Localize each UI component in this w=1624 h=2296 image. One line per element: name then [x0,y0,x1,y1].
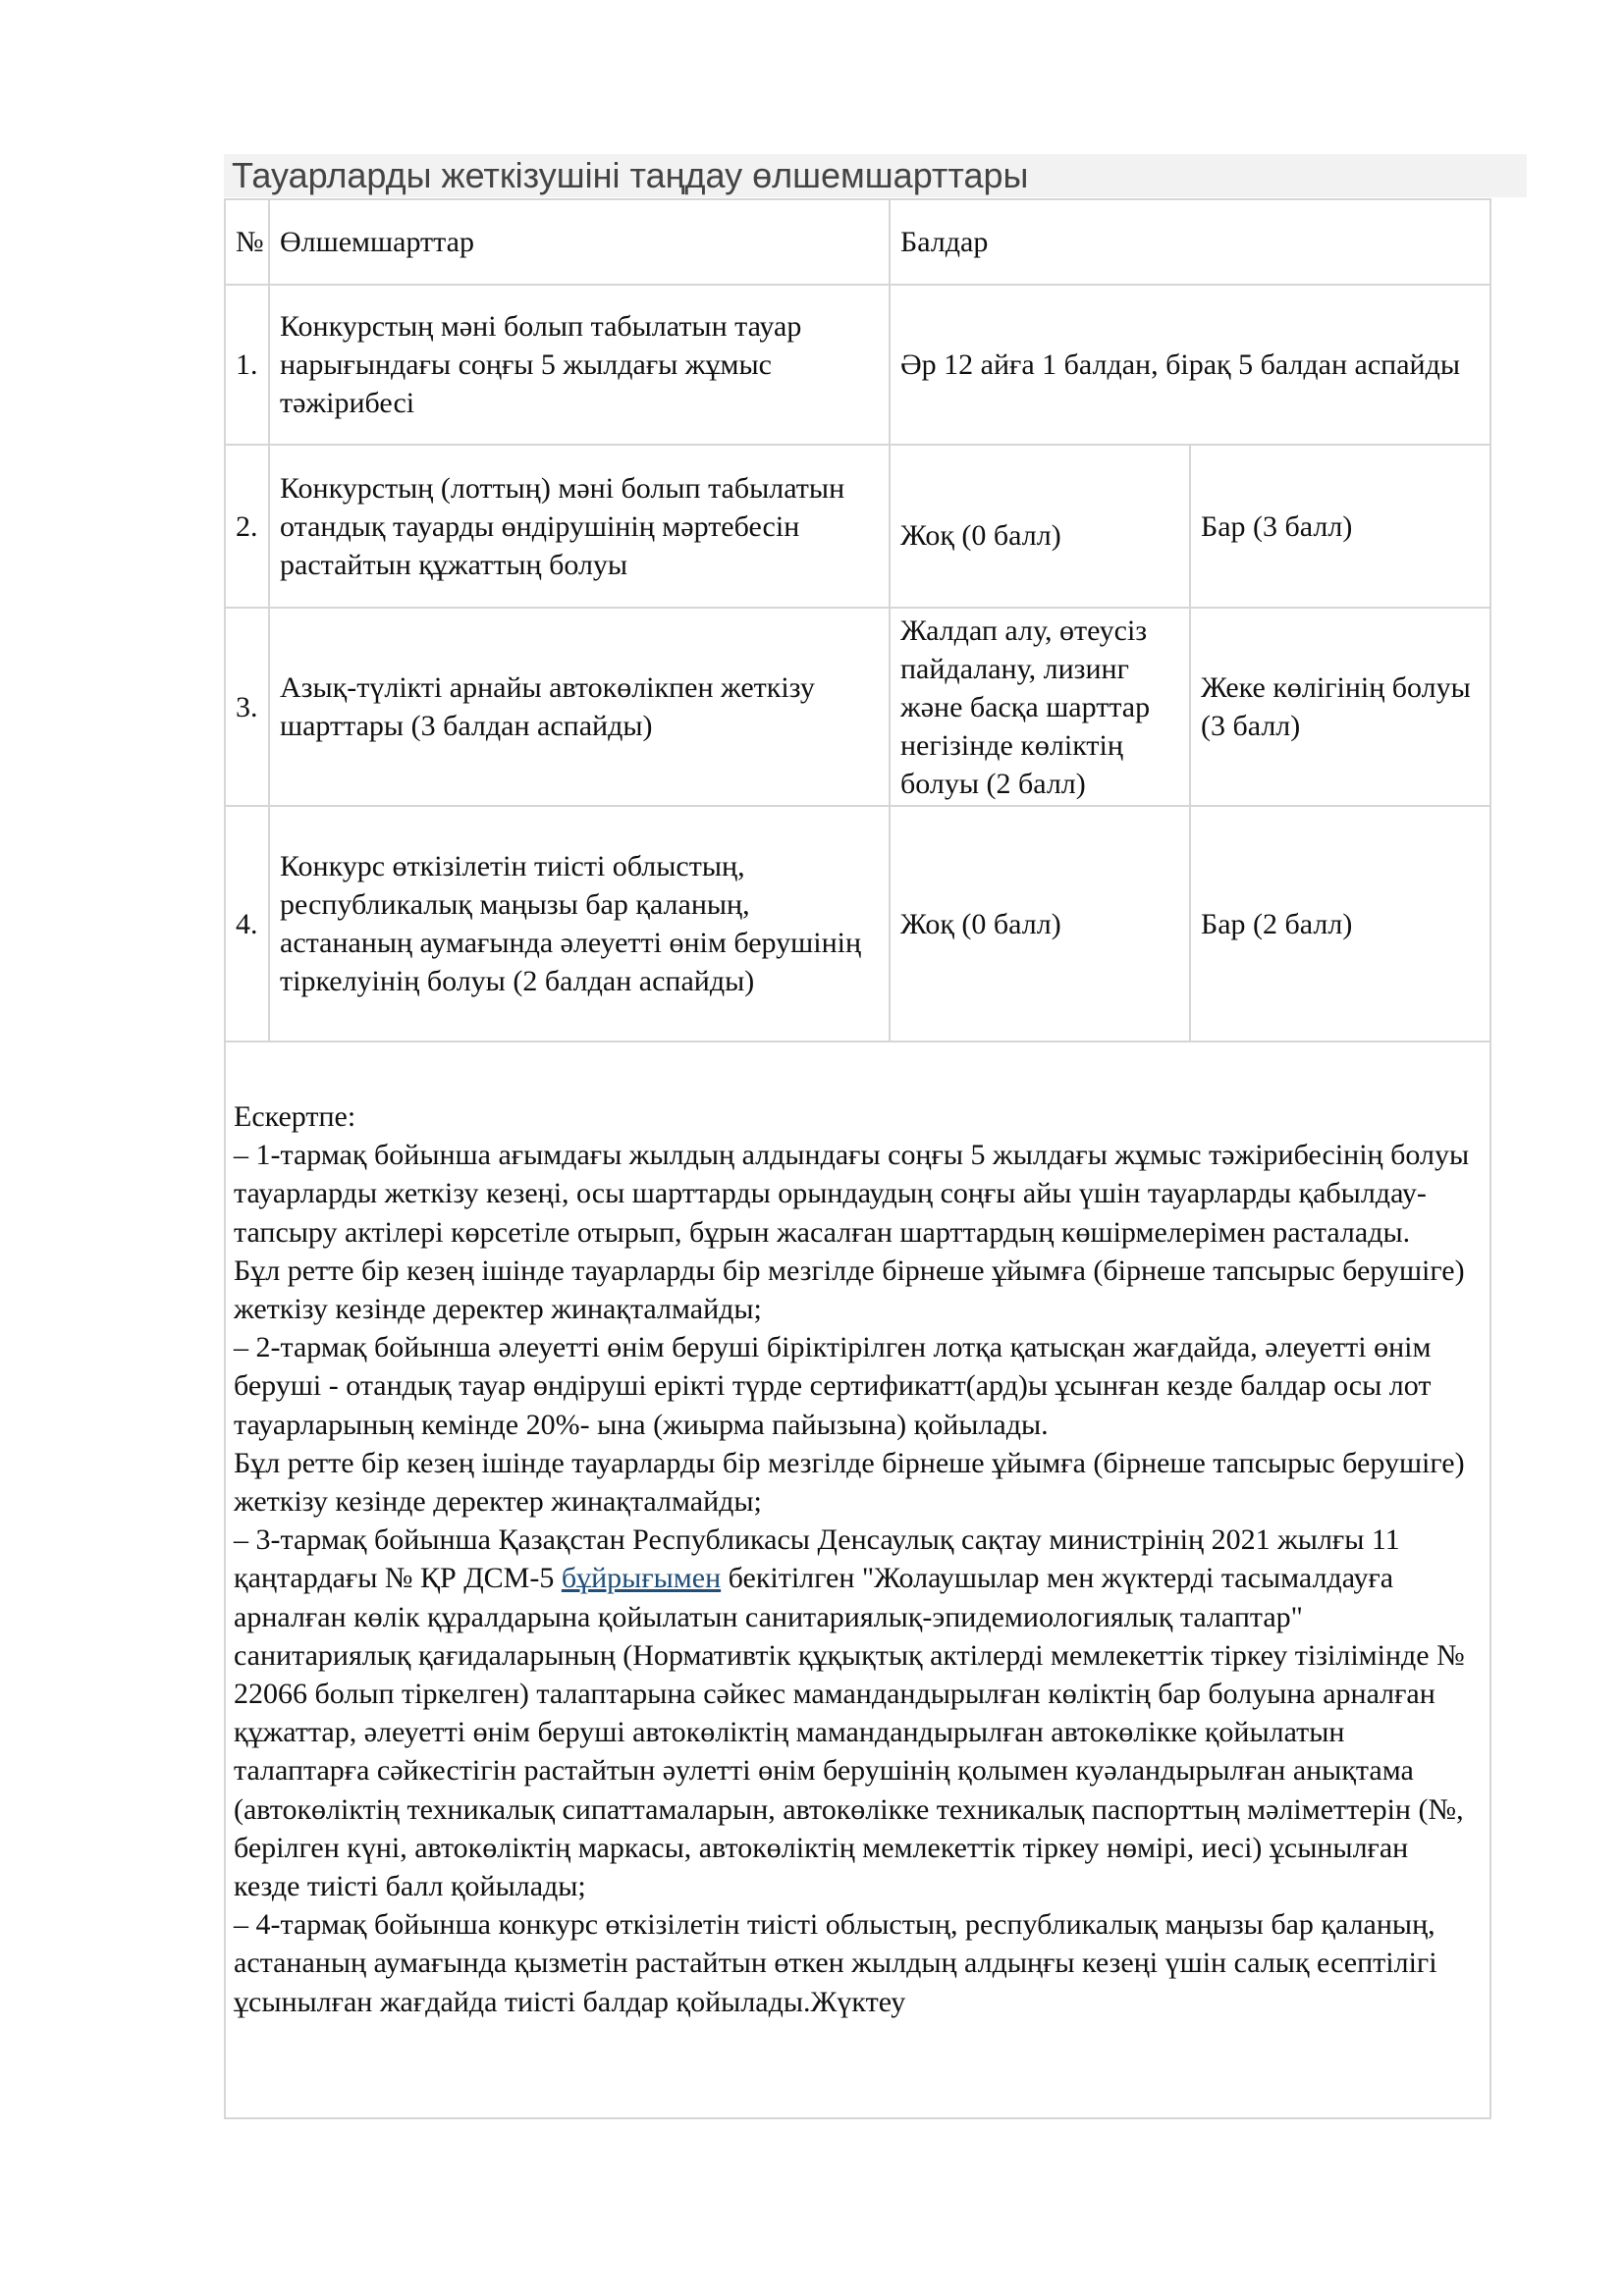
row-points-option-b: Бар (2 балл) [1190,806,1490,1041]
row-number: 3. [225,608,269,806]
table-row [225,285,1490,445]
note-text: бекітілген "Жолаушылар мен жүктерді тасымалдауға арналған көлік құралдарына қойылатын санитариялық-эпидемиологиялық талаптар" санитариялық қағидаларының (Нормативтік құқықтық актілерді мемлекеттік тіркеу тізілімінде № 22066 болып тіркелген) талаптарына сәйкес мамандандырылған көліктің бар болуына арналған құжаттар, әлеуетті өнім беруші автокөліктің мамандандырылған автокөлікке қойылатын талаптарға сәйкестігін растайтын әулетті өнім берушінің қолымен куәландырылған анықтама (автокөліктің техникалық сипаттамаларын, автокөлікке техникалық паспорттың мәліметтерін (№, берілген күні, автокөліктің маркасы, автокөліктің мемлекеттік тіркеу нөмірі, иесі) ұсынылған кезде тиісті балл қойылады; [234,1562,1465,1903]
notes-section [234,1097,1481,2021]
row-points-option-a: Жалдап алу, өтеусіз пайдалану, лизинг және басқа шарттар негізінде көліктің болуы (2 балл) [890,608,1190,806]
page-title: Тауарларды жеткізушіні таңдау өлшемшарттары [232,155,1029,195]
table-row [225,608,1490,806]
header-points: Балдар [890,199,1490,285]
note-paragraph: – 2-тармақ бойынша әлеуетті өнім беруші біріктірілген лотқа қатысқан жағдайда, әлеуетті өнім беруші - отандық тауар өндіруші ерікті түрде сертификатт(ард)ы ұсынған кезде балдар осы лот тауарларының кемінде 20%- ына (жиырма пайызына) қойылады. [234,1331,1432,1441]
note-paragraph: Бұл ретте бір кезең ішінде тауарларды бір мезгілде бірнеше ұйымға (бірнеше тапсырыс берушіге) жеткізу кезінде деректер жинақталмайды; [234,1446,1465,1519]
note-text: – 3-тармақ бойынша Қазақстан Республикасы Денсаулық сақтау министрінің 2021 жылғы 11 қаңтардағы № ҚР ДСМ-5 [234,1523,1400,1595]
order-link[interactable]: бұйрығымен [561,1562,722,1595]
row-points-option-a: Жоқ (0 балл) [890,445,1190,608]
note-paragraph: Бұл ретте бір кезең ішінде тауарларды бір мезгілде бірнеше ұйымға (бірнеше тапсырыс берушіге) жеткізу кезінде деректер жинақталмайды; [234,1254,1465,1326]
row-points-option-a: Жоқ (0 балл) [890,806,1190,1041]
note-paragraph: – 4-тармақ бойынша конкурс өткізілетін тиісті облыстың, республикалық маңызы бар қаланың, астананың аумағында қызметін растайтын өткен жылдың алдыңғы кезеңі үшін салық есептілігі ұсынылған жағдайда тиісті балдар қойылады.Жүктеу [234,1908,1437,2018]
note-paragraph [234,1521,1481,1905]
row-number: 2. [225,445,269,608]
table-row [225,445,1490,608]
row-criteria: Конкурс өткізілетін тиісті облыстың, республикалық маңызы бар қаланың, астананың аумағында әлеуетті өнім берушінің тіркелуінің болуы (2 балдан аспайды) [269,806,890,1041]
row-points-option-b: Бар (3 балл) [1190,445,1490,608]
row-criteria: Конкурстың (лоттың) мәні болып табылатын отандық тауарды өндірушінің мәртебесін растайтын құжаттың болуы [269,445,890,608]
notes-heading: Ескертпе: [234,1100,356,1133]
row-number: 4. [225,806,269,1041]
criteria-table [224,198,1491,1042]
note-paragraph: – 1-тармақ бойынша ағымдағы жылдың алдындағы соңғы 5 жылдағы жұмыс тәжірибесінің болуы тауарларды жеткізу кезеңі, осы шарттарды орындаудың соңғы айы үшін тауарларды қабылдау-тапсыру актілері көрсетіле отырып, бұрын жасалған шарттардың көшірмелерімен расталады. [234,1139,1470,1249]
row-criteria: Конкурстың мәні болып табылатын тауар нарығындағы соңғы 5 жылдағы жұмыс тәжірибесі [269,285,890,445]
table-row [225,806,1490,1041]
header-number: № [225,199,269,285]
row-number: 1. [225,285,269,445]
row-criteria: Азық-түлікті арнайы автокөлікпен жеткізу шарттары (3 балдан аспайды) [269,608,890,806]
header-criteria: Өлшемшарттар [269,199,890,285]
table-header-row [225,199,1490,285]
row-points: Әр 12 айға 1 балдан, бірақ 5 балдан аспайды [890,285,1490,445]
row-points-option-b: Жеке көлігінің болуы (3 балл) [1190,608,1490,806]
